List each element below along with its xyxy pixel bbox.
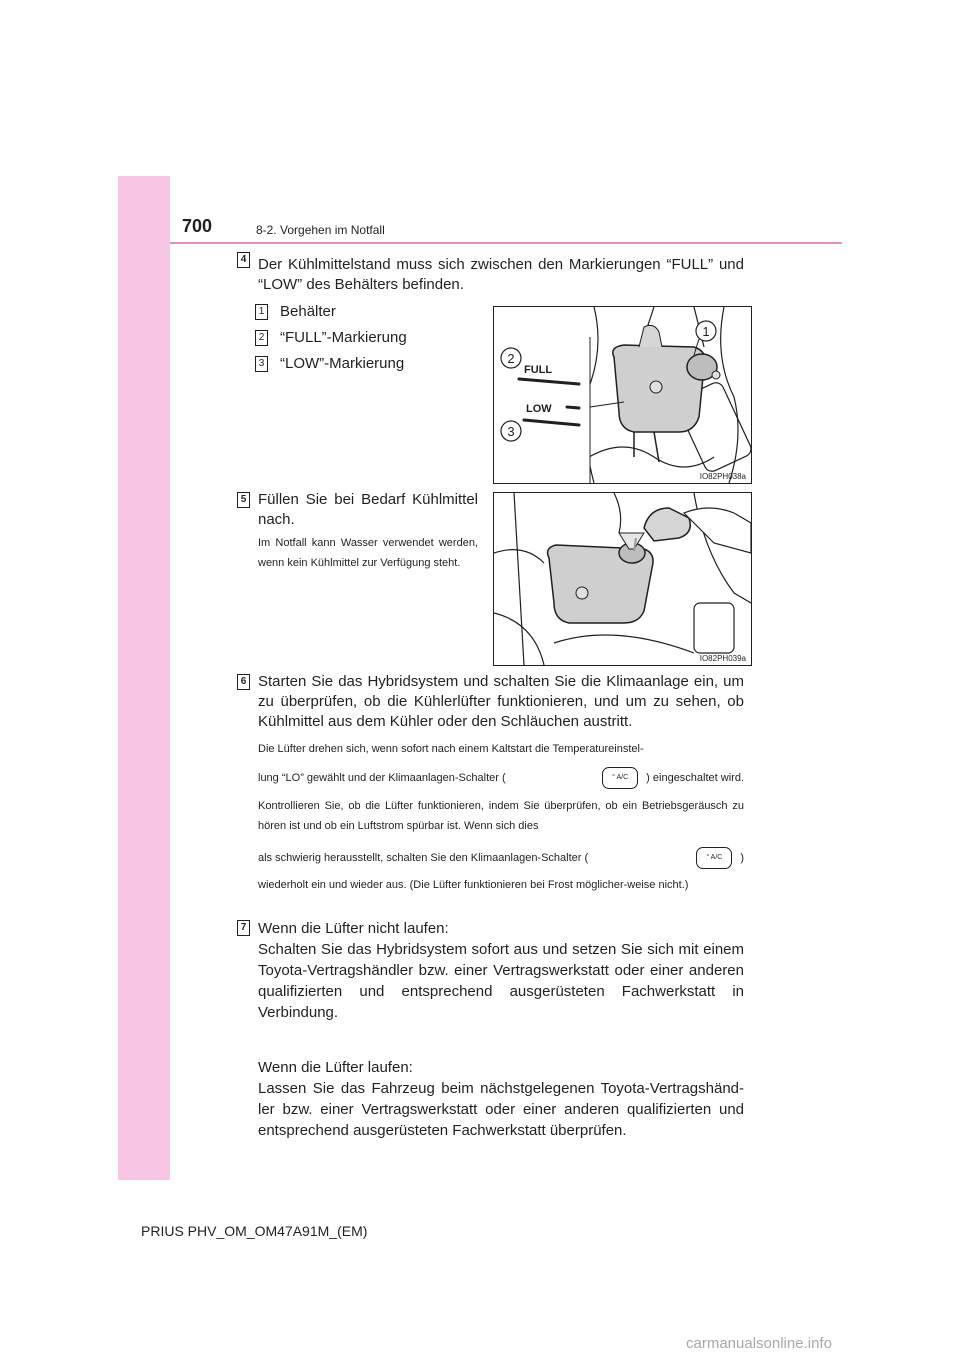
full-mark-label: FULL <box>524 364 553 376</box>
step-6-note-2-line <box>258 847 744 869</box>
header-rule <box>170 242 842 244</box>
step-6-note-1c: ) eingeschaltet wird. <box>646 772 744 784</box>
watermark: carmanualsonline.info <box>686 1335 832 1352</box>
step-6-note-2d: wiederholt ein und wieder aus. (Die Lüfter funktionieren bei Frost möglicher-weise nicht.) <box>258 879 689 891</box>
legend-label-2: “FULL”-Markierung <box>280 329 407 346</box>
figure-1-code: IO82PH038a <box>699 472 746 481</box>
step-6-note-1-line <box>258 767 744 789</box>
ac-switch-icon-2: ° A/C <box>696 847 732 869</box>
step-6-note-2b: als schwierig herausstellt, schalten Sie den Klimaanlagen-Schalter ( <box>258 852 589 864</box>
legend-label-1: Behälter <box>280 303 336 320</box>
low-mark-label: LOW <box>526 403 552 415</box>
ac-switch-icon: ° A/C <box>602 767 638 789</box>
footer-model-code: PRIUS PHV_OM_OM47A91M_(EM) <box>141 1223 368 1239</box>
step-badge-5: 5 <box>237 492 250 508</box>
step-5-text: Füllen Sie bei Bedarf Kühlmittel nach. <box>258 491 478 528</box>
section-title: 8-2. Vorgehen im Notfall <box>256 223 385 237</box>
callout-1: 1 <box>702 324 710 339</box>
step-badge-7: 7 <box>237 920 250 936</box>
page-number: 700 <box>182 216 213 236</box>
step-badge-6: 6 <box>237 674 250 690</box>
step-7-para-1: Wenn die Lüfter nicht laufen: Schalten Sie das Hybridsystem sofort aus und setzen Sie sich mit einem Toyota-Vertragshändler bzw. einer Vertragswerkstatt oder einer anderen qualifizierten und entsprechend ausgerüsteten Fachwerkstatt in Verbindung. <box>258 920 744 1021</box>
step-6-note-2a: Kontrollieren Sie, ob die Lüfter funktionieren, indem Sie überprüfen, ob ein Betriebsgeräusch zu hören ist und ob ein Luftstrom spürbar ist. Wenn sich dies <box>258 800 744 832</box>
step-6-note-2c: ) <box>740 852 744 864</box>
step-7-para-2: Wenn die Lüfter laufen: Lassen Sie das Fahrzeug beim nächstgelegenen Toyota-Vertragshänd-ler bzw. einer Vertragswerkstatt oder einer anderen qualifizierten und entsprechend ausgerüsteten Fachwerkstatt überprüfen. <box>258 1059 744 1139</box>
legend-badge-1: 1 <box>255 304 268 320</box>
step-5-note: Im Notfall kann Wasser verwendet werden, wenn kein Kühlmittel zur Verfügung steht. <box>258 537 478 569</box>
step-6-note-1b: lung “LO” gewählt und der Klimaanlagen-Schalter ( <box>258 772 506 784</box>
chapter-sidebar <box>118 176 170 1180</box>
step-6-note-1a: Die Lüfter drehen sich, wenn sofort nach einem Kaltstart die Temperatureinstel- <box>258 743 644 755</box>
figure-refill-coolant <box>493 492 752 666</box>
callout-2: 2 <box>507 351 515 366</box>
legend-badge-2: 2 <box>255 330 268 346</box>
step-badge-4: 4 <box>237 252 250 268</box>
legend-label-3: “LOW”-Markierung <box>280 355 405 372</box>
step-4-text: Der Kühlmittelstand muss sich zwischen den Markierungen “FULL” und “LOW” des Behälters befinden. <box>258 256 744 293</box>
figure-2-code: IO82PH039a <box>699 654 746 663</box>
callout-3: 3 <box>507 424 515 439</box>
legend-badge-3: 3 <box>255 356 268 372</box>
step-6-text: Starten Sie das Hybridsystem und schalten Sie die Klimaanlage ein, um zu überprüfen, ob die Kühlerlüfter funktionieren, und um zu sehen, ob Kühlmittel aus dem Kühler oder den Schläuchen austritt. <box>258 673 744 730</box>
figure-coolant-reservoir <box>493 306 752 484</box>
